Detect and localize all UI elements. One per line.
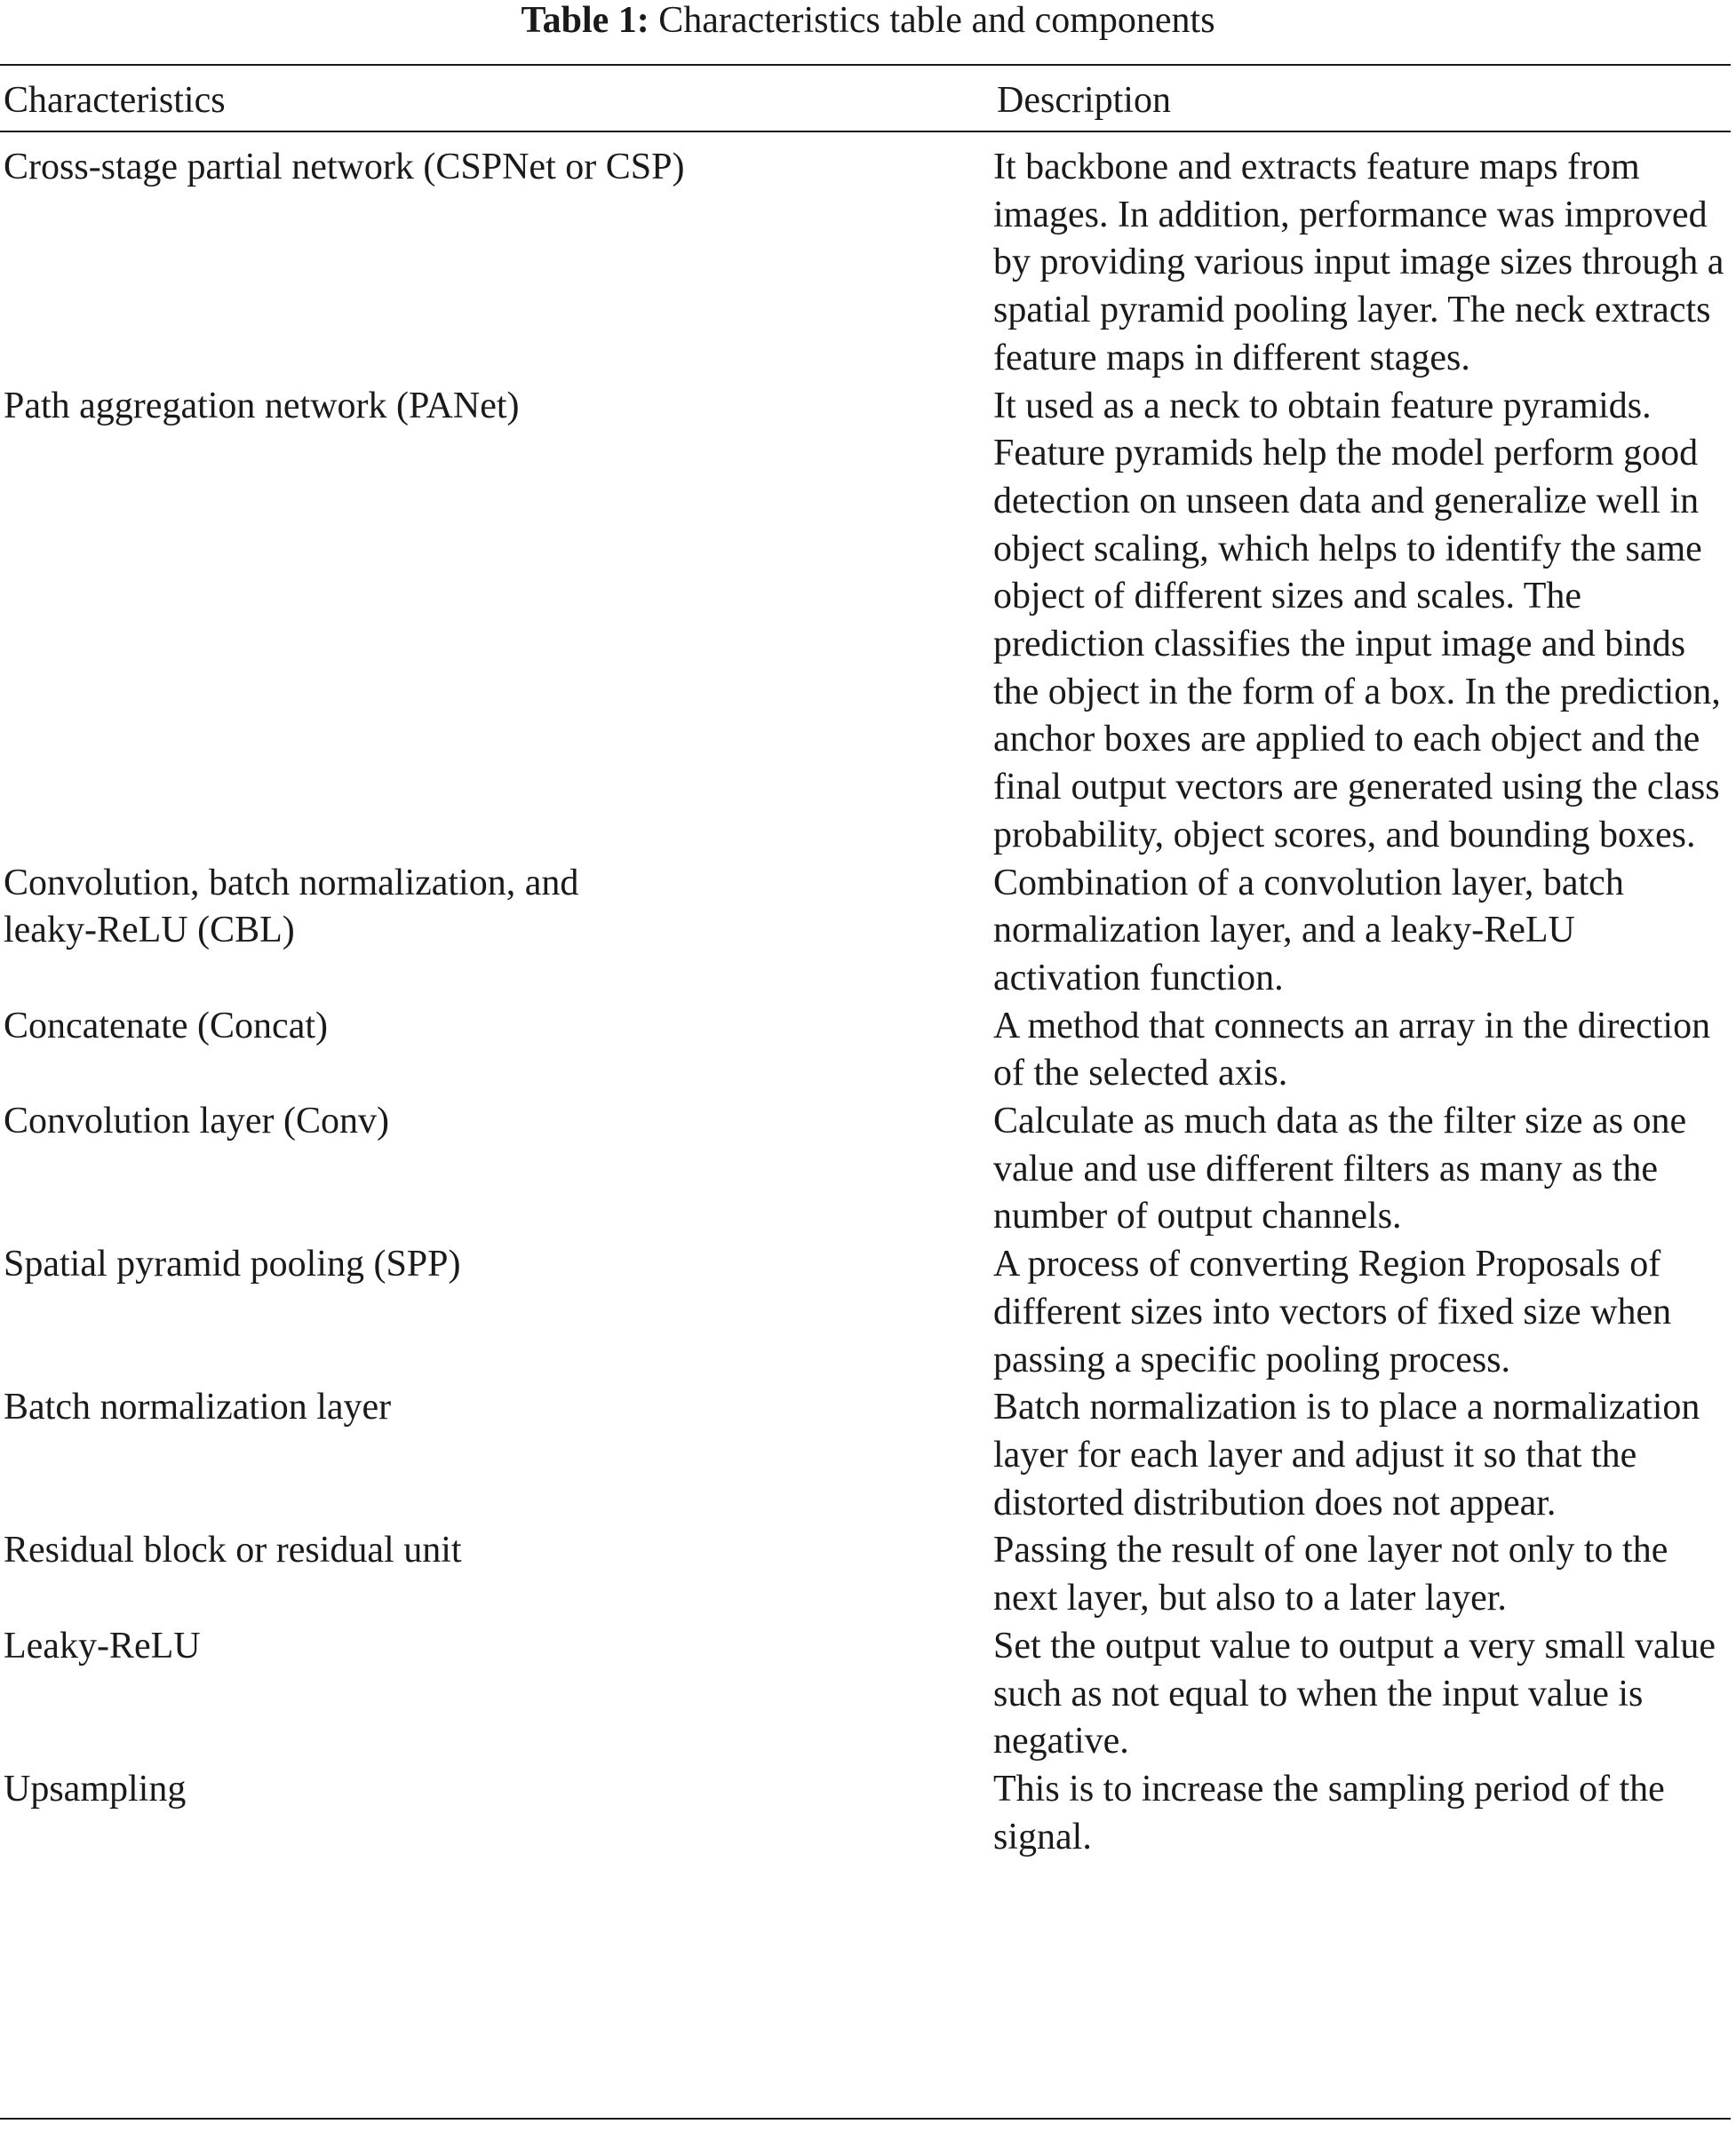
table-row [0,1766,1731,1861]
table-top-rule [0,64,1731,66]
characteristic-cell: Spatial pyramid pooling (SPP) [4,1244,461,1285]
description-cell: A process of converting Region Proposals of different sizes into vectors of fixed size when passing a specific pooling process. [993,1244,1672,1380]
table-caption-label: Table 1: [521,0,649,41]
table-row [0,1003,1731,1098]
table-row [0,1384,1731,1527]
description-cell: Calculate as much data as the filter size as one value and use different filters as many as the number of output channels. [993,1101,1687,1237]
characteristic-cell: Convolution, batch normalization, and leaky-ReLU (CBL) [4,862,579,951]
table-row [0,1098,1731,1241]
description-cell: Set the output value to output a very small value such as not equal to when the input value is negative. [993,1625,1716,1762]
characteristic-cell: Upsampling [4,1768,187,1810]
table-bottom-rule [0,2118,1731,2120]
table-row [0,1527,1731,1622]
description-cell: Combination of a convolution layer, batch normalization layer, and a leaky-ReLU activation function. [993,862,1624,998]
description-cell: This is to increase the sampling period of the signal. [993,1768,1665,1858]
description-cell: Batch normalization is to place a normalization layer for each layer and adjust it so that the distorted distribution does not appear. [993,1387,1700,1523]
description-cell: A method that connects an array in the direction of the selected axis. [993,1005,1711,1094]
characteristic-cell: Path aggregation network (PANet) [4,385,520,426]
characteristic-cell: Convolution layer (Conv) [4,1101,389,1142]
characteristic-cell: Residual block or residual unit [4,1530,462,1571]
table-row [0,383,1731,860]
characteristic-cell: Batch normalization layer [4,1387,392,1428]
table-header-rule [0,131,1731,132]
table-caption-title: Characteristics table and components [658,0,1215,41]
description-cell: It used as a neck to obtain feature pyramids. Feature pyramids help the model perform good detection on unseen data and generalize well in object scaling, which helps to identify the same object of different sizes and scales. The prediction classifies the input image and binds the object in the form of a box. In the prediction, anchor boxes are applied to each object and the final output vectors are generated using the class probability, object scores, and bounding boxes. [993,385,1721,855]
header-characteristics: Characteristics [4,80,226,121]
header-description: Description [997,80,1171,121]
table-row [0,144,1731,383]
description-cell: Passing the result of one layer not only to the next layer, but also to a later layer. [993,1530,1668,1619]
characteristic-cell: Concatenate (Concat) [4,1005,328,1046]
description-cell: It backbone and extracts feature maps from images. In addition, performance was improved by providing various input image sizes through a spatial pyramid pooling layer. The neck extracts feature maps in different stages. [993,147,1724,378]
table-row [0,860,1731,1003]
table-body [0,144,1731,1861]
characteristic-cell: Cross-stage partial network (CSPNet or CSP) [4,147,685,187]
table-row [0,1623,1731,1766]
table-caption [0,0,1736,41]
characteristic-cell: Leaky-ReLU [4,1625,201,1667]
table-row [0,1241,1731,1384]
